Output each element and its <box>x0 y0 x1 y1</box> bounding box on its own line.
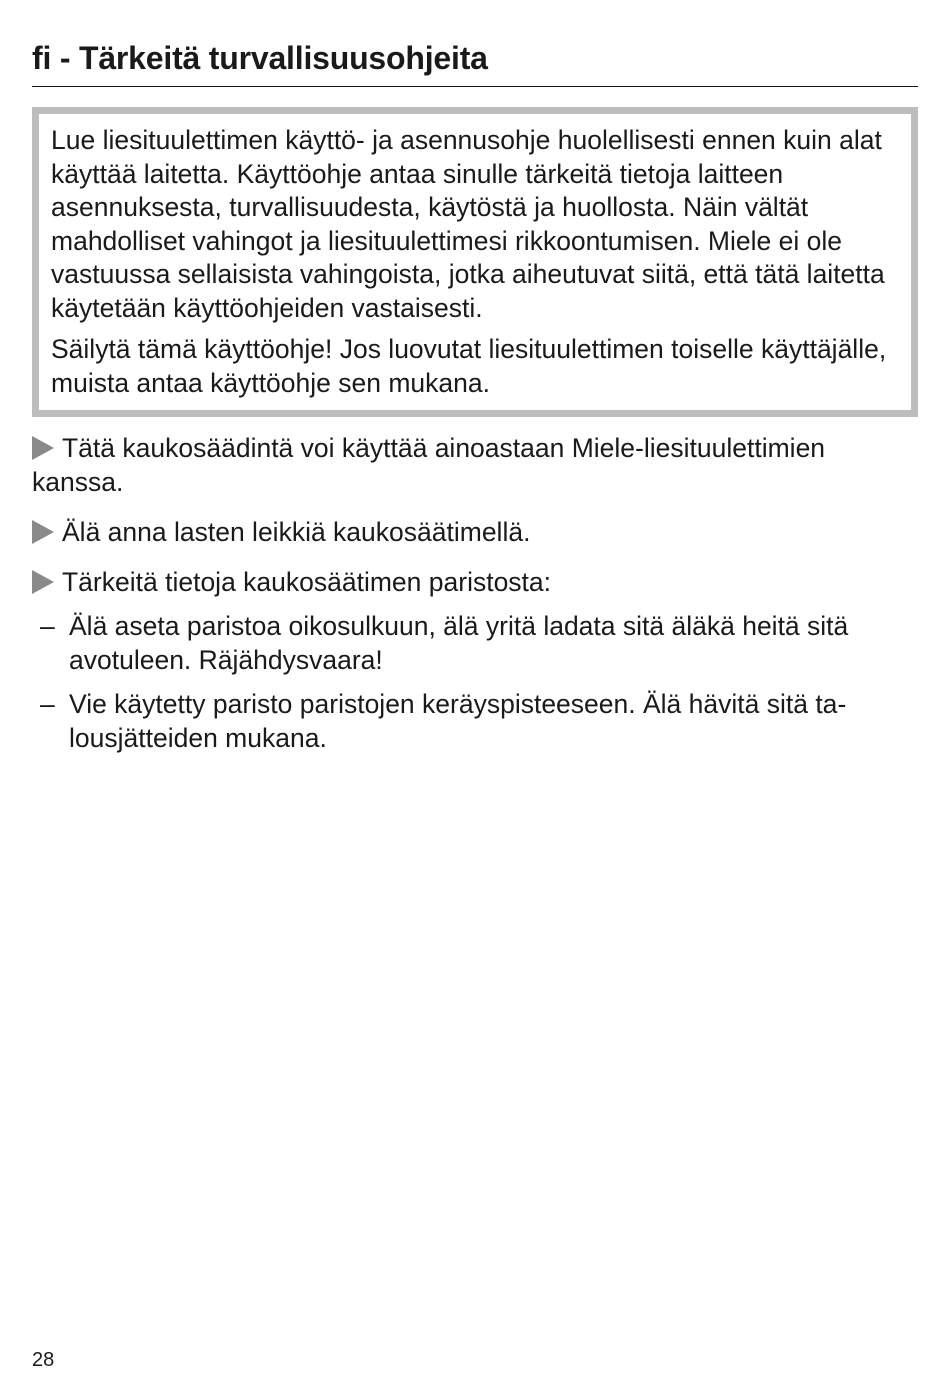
page-number: 28 <box>32 1349 55 1371</box>
dash-marker: – <box>40 611 55 641</box>
page <box>32 0 918 765</box>
triangle-right-icon <box>32 570 54 594</box>
bullet-text: Tärkeitä tietoja kaukosäätimen paristosta: <box>62 567 552 597</box>
list-item <box>32 687 918 755</box>
bullet-item <box>32 565 918 599</box>
list-item-text: Vie käytetty paristo paristojen keräyspisteeseen. Älä hävitä sitä talousjätteiden mukana. <box>69 689 847 753</box>
bullet-text: Älä anna lasten leikkiä kaukosäätimellä. <box>62 517 531 547</box>
safety-notice-box <box>32 107 918 417</box>
bullet-item <box>32 431 918 499</box>
safety-bullet-list <box>32 431 918 599</box>
page-title: fi - Tärkeitä turvallisuusohjeita <box>32 40 488 76</box>
list-item-text: Älä aseta paristoa oikosulkuun, älä yritä ladata sitä äläkä heitä sitä avotuleen. Räjähdysvaara! <box>69 611 849 675</box>
triangle-right-icon <box>32 436 54 460</box>
notice-paragraph: Lue liesituulettimen käyttö- ja asennusohje huolellisesti ennen kuin alat käyttää laitetta. Käyttöohje antaa sinulle tärkeitä tietoja laitteen asennuksesta, turvallisuudesta, käytöstä ja huollosta. Näin vältät mahdolliset vahingot ja liesituulettimesi rikkoontumisen. Miele ei ole vastuussa sellaisista vahingoista, jotka aiheutuvat siitä, että tätä laitetta käytetään käyttöohjeiden vastaisesti. <box>51 125 885 323</box>
triangle-right-icon <box>32 520 54 544</box>
bullet-text: Tätä kaukosäädintä voi käyttää ainoastaan Miele-liesituulettimien kanssa. <box>32 433 826 497</box>
dash-marker: – <box>40 689 55 719</box>
page-header <box>32 0 918 87</box>
battery-instructions-list <box>32 609 918 755</box>
bullet-item <box>32 515 918 549</box>
notice-paragraph: Säilytä tämä käyttöohje! Jos luovutat liesituulettimen toiselle käyttäjälle, muista antaa käyttöohje sen mukana. <box>51 334 887 398</box>
list-item <box>32 609 918 677</box>
